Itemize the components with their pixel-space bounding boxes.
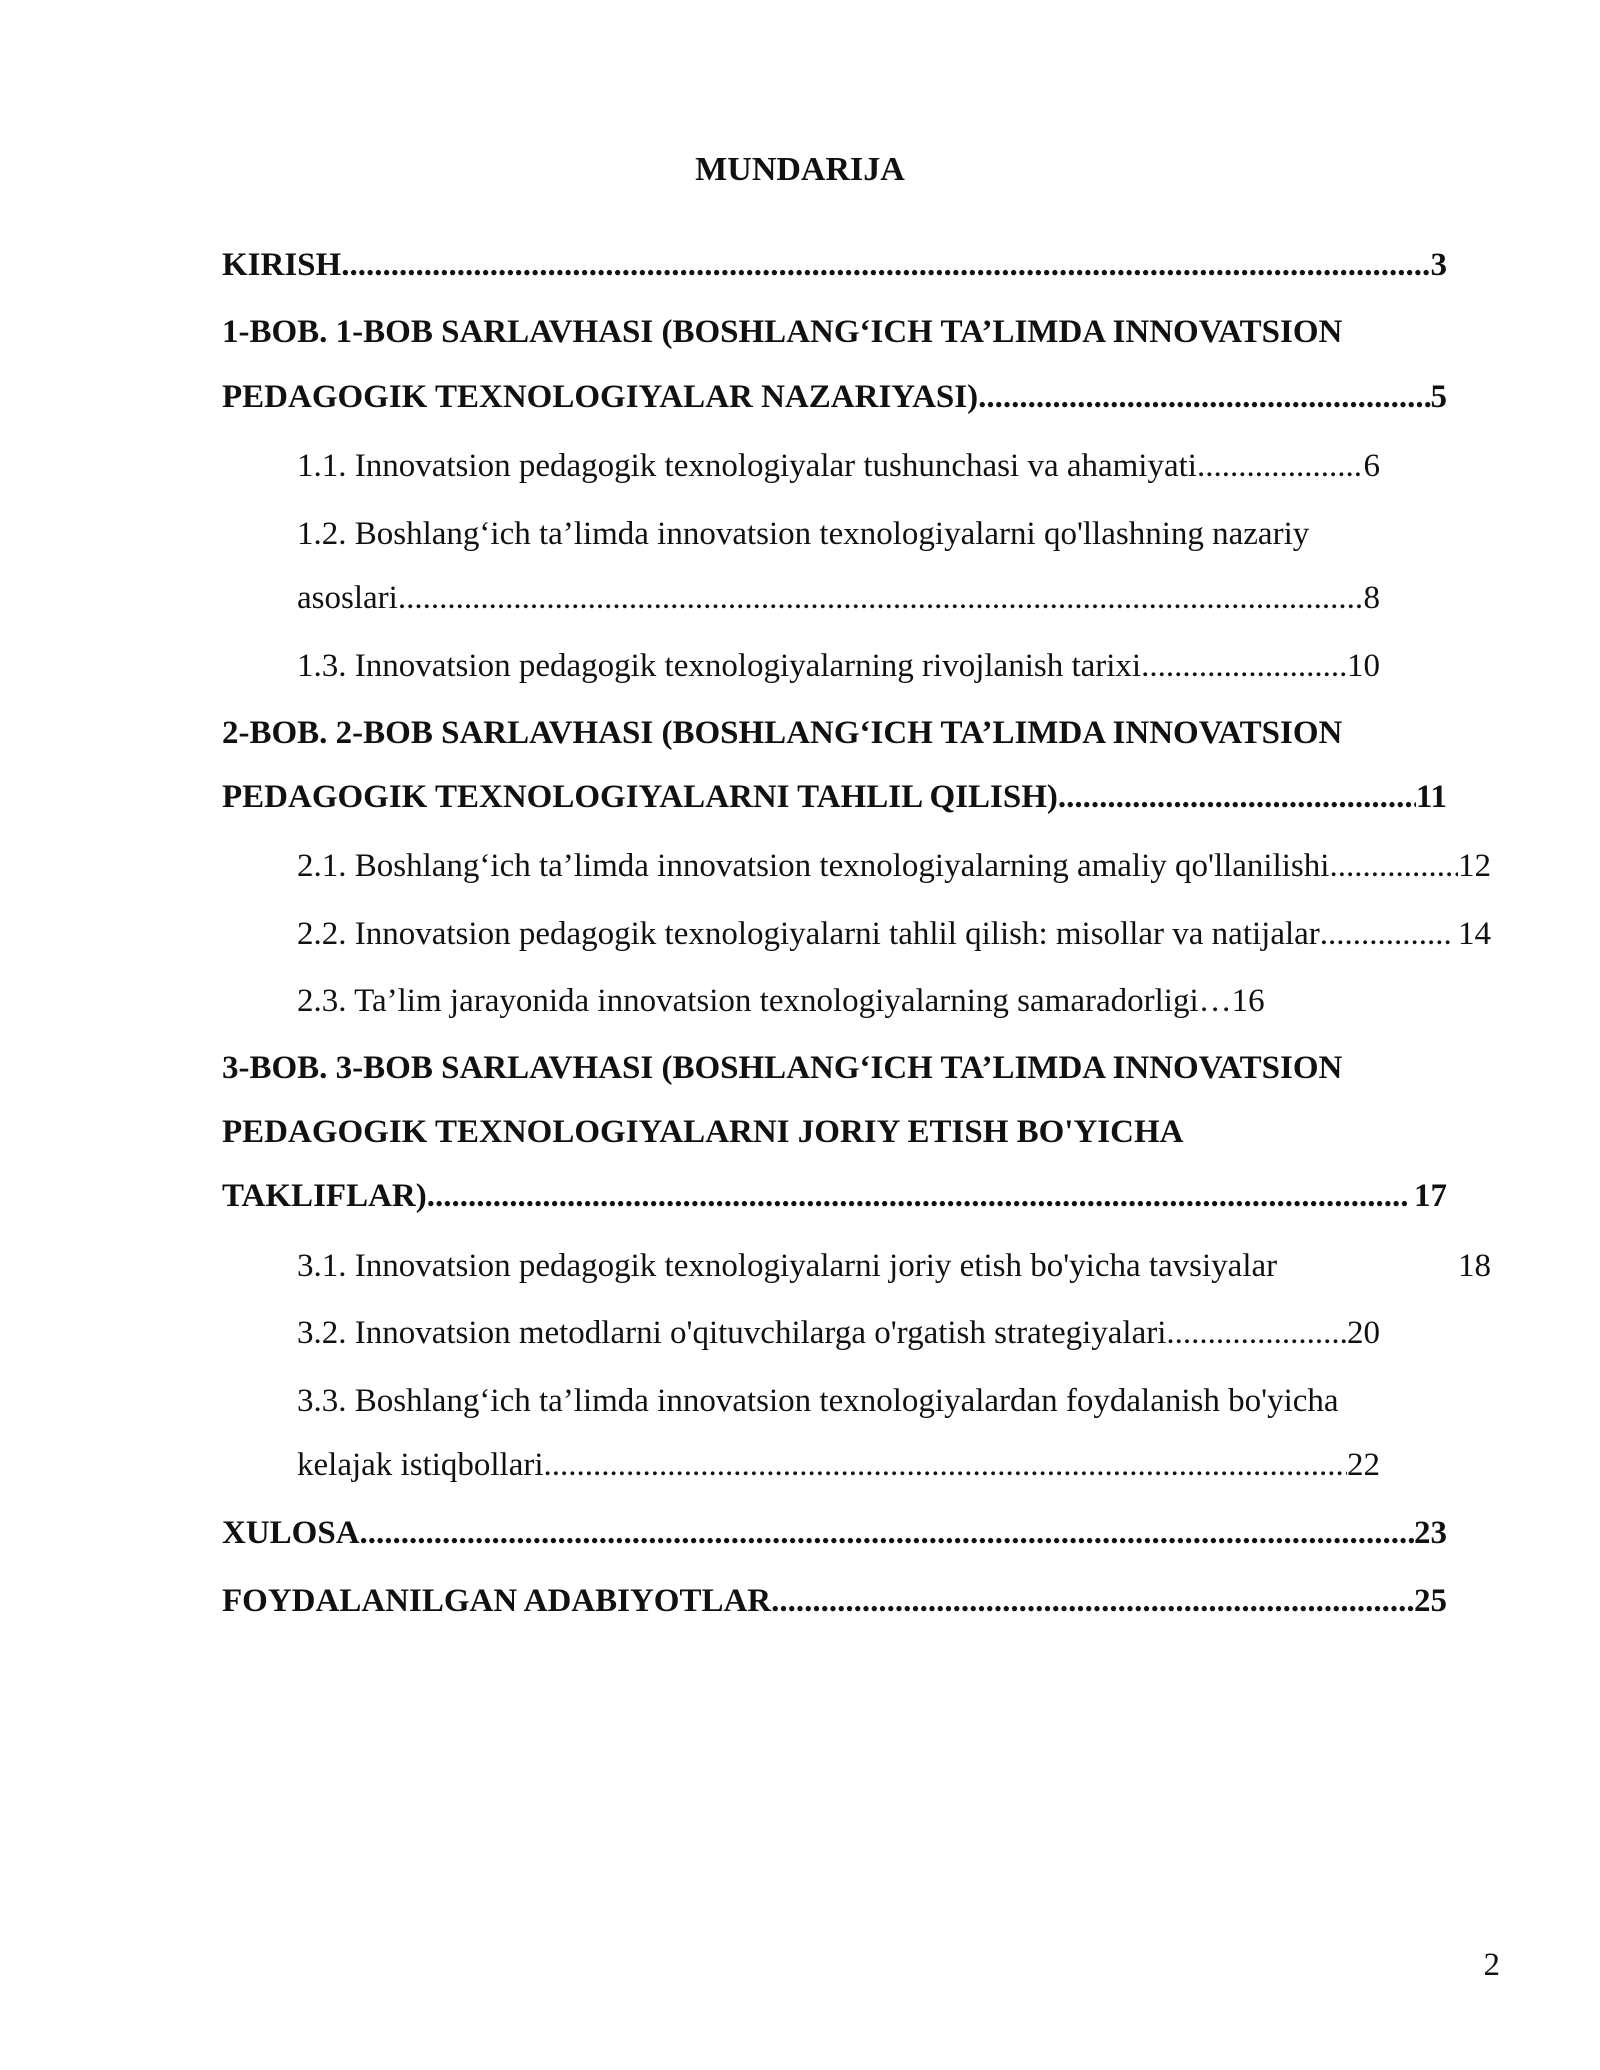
toc-entry-title: 3.1. Innovatsion pedagogik texnologiyalarni joriy etish bo'yicha tavsiyalar <box>297 1248 1278 1284</box>
toc-entry-title: 1.1. Innovatsion pedagogik texnologiyalar tushunchasi va ahamiyati <box>297 448 1197 484</box>
dot-leader <box>771 1576 1414 1626</box>
toc-entry-title: TAKLIFLAR) <box>222 1178 427 1214</box>
toc-entry-title: PEDAGOGIK TEXNOLOGIYALAR NAZARIYASI) <box>222 379 979 415</box>
toc-page-number: 5 <box>1430 379 1447 415</box>
page-title: MUNDARIJA <box>695 151 905 188</box>
toc-entry-bob2 <box>222 772 1447 822</box>
toc-page-number: 22 <box>1347 1447 1380 1483</box>
toc-page-number: 12 <box>1458 848 1491 884</box>
dot-leader <box>544 1440 1347 1490</box>
dot-leader <box>1197 441 1364 491</box>
dot-leader <box>398 573 1364 623</box>
toc-entry-title: KIRISH <box>222 247 342 283</box>
toc-entry-kirish <box>222 240 1447 290</box>
toc-entry-bob3 <box>222 1171 1447 1221</box>
toc-entry-title: asoslari <box>297 580 398 616</box>
toc-entry-bob1 <box>222 372 1447 422</box>
toc-page-number: 20 <box>1347 1315 1380 1351</box>
page-number: 2 <box>1483 1947 1500 1983</box>
toc-entry-2-1 <box>297 841 1491 891</box>
dot-leader <box>1320 909 1452 959</box>
dot-leader <box>341 240 1430 290</box>
toc-entry-title: 2.1. Boshlang‘ich ta’limda innovatsion texnologiyalarning amaliy qo'llanilishi <box>297 848 1330 884</box>
toc-entry-3-3-line1: 3.3. Boshlang‘ich ta’limda innovatsion texnologiyalardan foydalanish bo'yicha <box>297 1383 1339 1419</box>
toc-entry-1-3 <box>297 641 1380 691</box>
toc-page-number: 6 <box>1363 448 1380 484</box>
toc-entry-bob3-line1: 3-BOB. 3-BOB SARLAVHASI (BOSHLANG‘ICH TA’LIMDA INNOVATSION <box>222 1050 1343 1086</box>
toc-entry-3-2 <box>297 1308 1380 1358</box>
dot-leader <box>1329 841 1458 891</box>
dot-leader <box>1058 772 1416 822</box>
toc-entry-1-1 <box>297 441 1380 491</box>
toc-entry-title: kelajak istiqbollari <box>297 1447 544 1483</box>
toc-entry-3-1 <box>297 1241 1491 1291</box>
toc-entry-title: PEDAGOGIK TEXNOLOGIYALARNI TAHLIL QILISH) <box>222 779 1058 815</box>
toc-page-number: 11 <box>1415 779 1447 815</box>
dot-leader <box>978 372 1430 422</box>
toc-entry-bob2-line1: 2-BOB. 2-BOB SARLAVHASI (BOSHLANG‘ICH TA’LIMDA INNOVATSION <box>222 715 1343 751</box>
toc-page-number: 18 <box>1458 1248 1491 1284</box>
toc-entry-1-2 <box>297 573 1380 623</box>
toc-page-number: 17 <box>1414 1178 1447 1214</box>
toc-entry-xulosa <box>222 1508 1447 1558</box>
dot-leader <box>1141 641 1347 691</box>
dot-leader <box>360 1508 1414 1558</box>
toc-entry-title: XULOSA <box>222 1515 360 1551</box>
toc-entry-title: FOYDALANILGAN ADABIYOTLAR <box>222 1583 772 1619</box>
toc-page-number: 23 <box>1414 1515 1447 1551</box>
toc-page-number: 8 <box>1363 580 1380 616</box>
toc-entry-title: 1.3. Innovatsion pedagogik texnologiyalarning rivojlanish tarixi <box>297 648 1142 684</box>
dot-leader <box>1166 1308 1347 1358</box>
toc-entry-2-2 <box>297 909 1491 959</box>
toc-page-number: 16 <box>1231 983 1265 1019</box>
toc-entry-2-3 <box>297 976 1380 1026</box>
toc-page-number: 14 <box>1458 916 1491 952</box>
toc-entry-title: 3.2. Innovatsion metodlarni o'qituvchilarga o'rgatish strategiyalari <box>297 1315 1167 1351</box>
toc-entry-title: 2.2. Innovatsion pedagogik texnologiyalarni tahlil qilish: misollar va natijalar <box>297 916 1320 952</box>
toc-entry-3-3 <box>297 1440 1380 1490</box>
dot-leader <box>427 1171 1408 1221</box>
toc-entry-bob1-line1: 1-BOB. 1-BOB SARLAVHASI (BOSHLANG‘ICH TA’LIMDA INNOVATSION <box>222 314 1343 350</box>
toc-entry-bob3-line2: PEDAGOGIK TEXNOLOGIYALARNI JORIY ETISH BO'YICHA <box>222 1114 1184 1150</box>
toc-page-number: 3 <box>1430 247 1447 283</box>
toc-page-number: 10 <box>1347 648 1380 684</box>
toc-entry-1-2-line1: 1.2. Boshlang‘ich ta’limda innovatsion texnologiyalarni qo'llashning nazariy <box>297 516 1310 552</box>
toc-page-number: 25 <box>1414 1583 1447 1619</box>
toc-entry-adabiyotlar <box>222 1576 1447 1626</box>
toc-entry-title: 2.3. Ta’lim jarayonida innovatsion texnologiyalarning samaradorligi… <box>297 983 1232 1019</box>
